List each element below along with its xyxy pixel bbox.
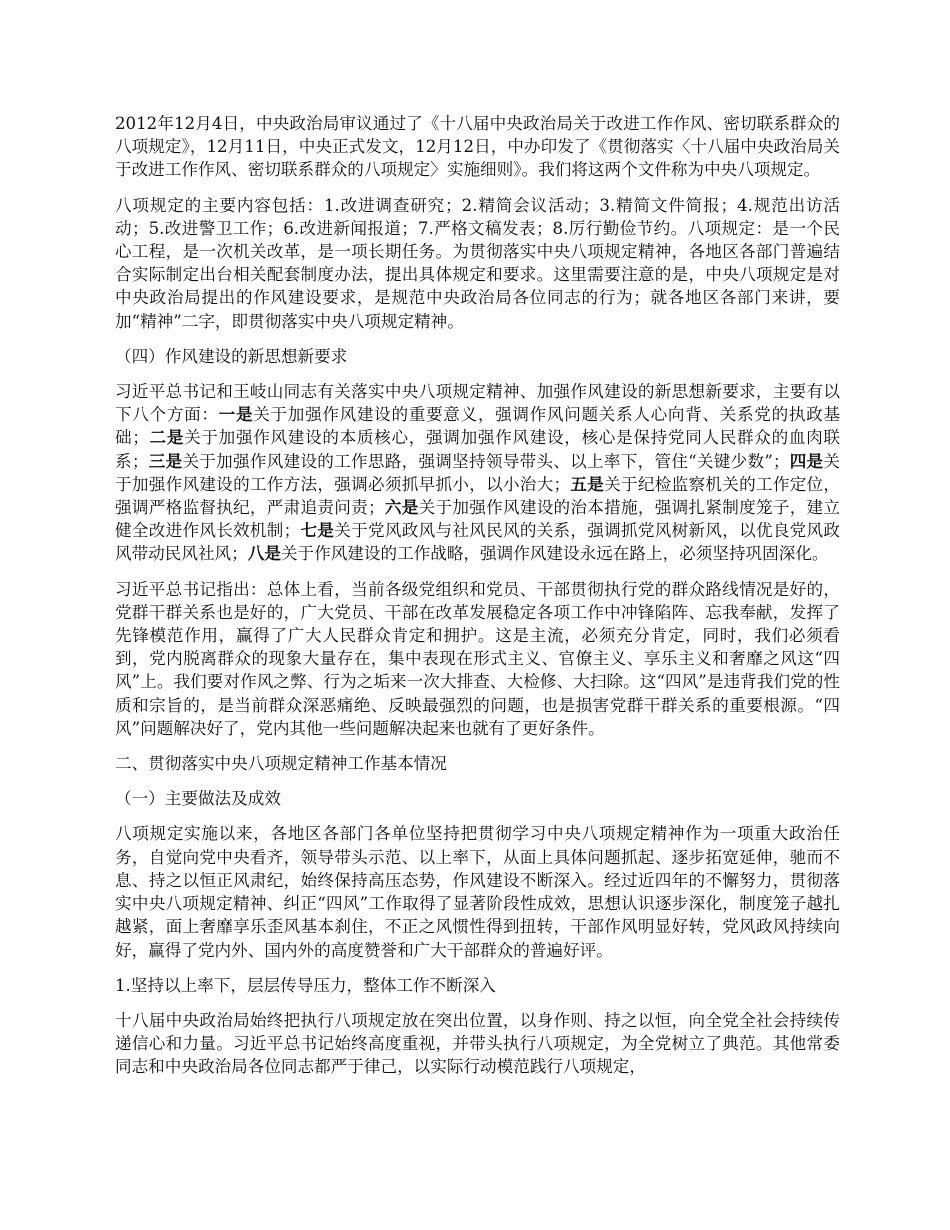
subsection-heading-lead-by-example: 1.坚持以上率下，层层传导压力，整体工作不断深入 bbox=[115, 975, 496, 995]
text-span: 关于纪检监察机关的工作定位，强调严格监督执纪，严肃追责问责； bbox=[115, 474, 841, 518]
paragraph-politburo-example: 十八届中央政治局始终把执行八项规定放在突出位置，以身作则、持之以恒，向全党全社会持续传递信心和力量。习近平总书记始终高度重视，并带头执行八项规定，为全党树立了典范。其他常委同志和中央政治局各位同志都严于律己，以实际行动模范践行八项规定， bbox=[115, 1010, 840, 1077]
paragraph-intro: 2012年12月4日，中央政治局审议通过了《十八届中央政治局关于改进工作作风、密切联系群众的八项规定》，12月11日，中央正式发文，12月12日，中办印发了《贯彻落实〈十八届中央政治局关于改进工作作风、密切联系群众的八项规定〉实施细则》。我们将这两个文件称为中央八项规定。 bbox=[115, 114, 840, 180]
bold-marker: 二是 bbox=[148, 427, 185, 448]
section-heading-implementation: 二、贯彻落实中央八项规定精神工作基本情况 bbox=[115, 754, 447, 774]
bold-marker: 一是 bbox=[218, 404, 254, 425]
bold-marker: 五是 bbox=[570, 473, 605, 494]
text-span: 习近平总书记和王岐山同志有关落实中央八项规定精神、加强作风建设的新思想新要求，主要有以下八个方面： bbox=[115, 382, 840, 425]
text-span: 关于党风政风与社风民风的关系，强调抓党风树新风，以优良党风政风带动民风社风； bbox=[115, 521, 841, 564]
text-span: 关于加强作风建设的工作方法，强调必须抓早抓小，以小治大； bbox=[115, 451, 841, 494]
bold-marker: 四是 bbox=[789, 450, 824, 471]
text-span: 关于加强作风建设的工作思路，强调坚持领导带头、以上率下，管住“关键少数”； bbox=[182, 451, 790, 471]
paragraph-eight-aspects bbox=[115, 380, 840, 566]
bold-marker: 三是 bbox=[148, 450, 183, 471]
bold-marker: 六是 bbox=[384, 497, 419, 518]
text-span: 关于加强作风建设的本质核心，强调加强作风建设，核心是保持党同人民群众的血肉联系； bbox=[115, 428, 841, 471]
document-page bbox=[115, 112, 840, 1091]
subsection-heading-main-practices: （一）主要做法及成效 bbox=[115, 789, 281, 809]
text-span: 关于加强作风建设的治本措施，强调扎紧制度笼子，建立健全改进作风长效机制； bbox=[115, 498, 841, 541]
paragraph-four-winds: 习近平总书记指出：总体上看，当前各级党组织和党员、干部贯彻执行党的群众路线情况是好的，党群干群关系也是好的，广大党员、干部在改革发展稳定各项工作中冲锋陷阵、忘我奉献，发挥了先锋模范作用，赢得了广大人民群众肯定和拥护。这是主流，必须充分肯定，同时，我们必须看到，党内脱离群众的现象大量存在，集中表现在形式主义、官僚主义、享乐主义和奢靡之风这“四风”上。我们要对作风之弊、行为之垢来一次大排查、大检修、大扫除。这“四风”是违背我们党的性质和宗旨的，是当前群众深恶痛绝、反映最强烈的问题，也是损害党群干群关系的重要根源。“四风”问题解决好了，党内其他一些问题解决起来也就有了更好条件。 bbox=[115, 579, 840, 738]
bold-marker: 八是 bbox=[247, 543, 281, 564]
text-span: 关于加强作风建设的重要意义，强调作风问题关系人心向背、关系党的执政基础； bbox=[115, 405, 841, 448]
paragraph-achievements: 八项规定实施以来，各地区各部门各单位坚持把贯彻学习中央八项规定精神作为一项重大政治任务，自觉向党中央看齐，领导带头示范、以上率下，从面上具体问题抓起、逐步拓宽延伸，驰而不息、持之以恒正风肃纪，始终保持高压态势，作风建设不断深入。经过近四年的不懈努力，贯彻落实中央八项规定精神、纠正“四风”工作取得了显著阶段性成效，思想认识逐步深化，制度笼子越扎越紧，面上奢靡享乐歪风基本刹住，不正之风惯性得到扭转，干部作风明显好转，党风政风持续向好，赢得了党内外、国内外的高度赞誉和广大干部群众的普遍好评。 bbox=[115, 824, 840, 960]
section-heading-new-requirements: （四）作风建设的新思想新要求 bbox=[115, 346, 348, 366]
paragraph-eight-rules-content: 八项规定的主要内容包括：1.改进调查研究；2.精简会议活动；3.精简文件简报；4.规范出访活动；5.改进警卫工作；6.改进新闻报道；7.严格文稿发表；8.厉行勤俭节约。八项规定：是一个民心工程，是一次机关改革，是一项长期任务。为贯彻落实中央八项规定精神，各地区各部门普遍结合实际制定出台相关配套制度办法，提出具体规定和要求。这里需要注意的是，中央八项规定是对中央政治局提出的作风建设要求，是规范中央政治局各位同志的行为；就各地区各部门来讲，要加“精神”二字，即贯彻落实中央八项规定精神。 bbox=[115, 195, 840, 331]
bold-marker: 七是 bbox=[300, 520, 335, 541]
text-span: 关于作风建设的工作战略，强调作风建设永远在路上，必须坚持巩固深化。 bbox=[280, 544, 829, 564]
